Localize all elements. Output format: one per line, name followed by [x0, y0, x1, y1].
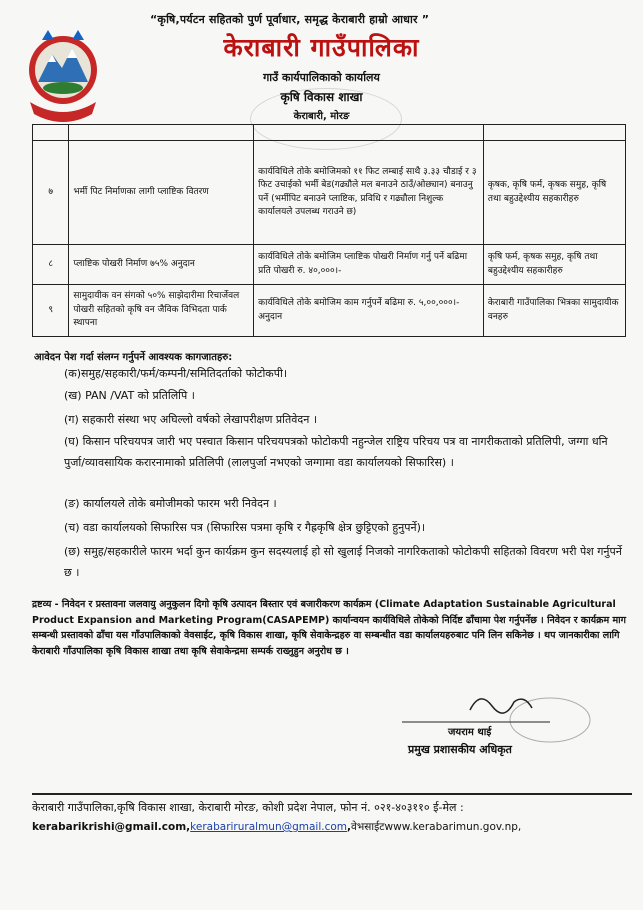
table-header-cell	[254, 125, 484, 141]
row-number: ७	[33, 141, 69, 245]
eligible-applicants: केराबारी गाउँपालिका भित्रका सामुदायीक वनहरु	[483, 285, 625, 337]
table-header-cell	[69, 125, 254, 141]
program-name: भर्मी पिट निर्माणका लागी प्लाष्टिक वितरण	[69, 141, 254, 245]
eligible-applicants: कृषक, कृषि फर्म, कृषक समुह, कृषि तथा बहुउद्देश्यीय सहकारीहरु	[483, 141, 625, 245]
office-name: गाउँ कार्यपालिकाको कार्यालय	[263, 71, 380, 84]
program-criteria: कार्यविधिले तोके बमोजिम प्लाष्टिक पोखरी निर्माण गर्नु पर्ने बढिमा प्रति पोखरी रु. ४०,०००।-	[254, 245, 484, 285]
program-table	[32, 124, 626, 337]
requirement-item: (ङ) कार्यालयले तोके बमोजीमको फारम भरी निवेदन ।	[64, 497, 277, 510]
requirement-item: (क)समुह/सहकारी/फर्म/कम्पनी/समितिदर्ताको फोटोकपी।	[64, 367, 288, 380]
email-link-ruralmun[interactable]: kerabariruralmun@gmail.com	[190, 821, 348, 833]
program-criteria: कार्यविधिले तोके बमोजिमको ११ फिट लम्बाई साथै ३.३३ चौडाई र ३ फिट उचाईको भर्मी बेड(गढ्यौले मल बनाउने ठाउँ/ओछ्यान) बनाउनु पर्ने (भर्मीपिट बनाउने प्लाष्टिक, प्रविधि र गढ्यौला निशुल्क कार्यालयले उपलब्ध गराउने छ)	[254, 141, 484, 245]
header-motto: “कृषि,पर्यटन सहितको पुर्ण पूर्वाधार, समृद्ध केराबारी हाम्रो आधार ”	[150, 13, 430, 26]
requirement-item: (च) वडा कार्यालयको सिफारिस पत्र (सिफारिस पत्रमा कृषि र गैह्रकृषि क्षेत्र छुट्टिएको हुनुपर्ने)।	[64, 521, 426, 534]
footer-divider	[32, 793, 632, 795]
signatory-name: जयराम थाई	[448, 727, 492, 738]
requirement-item: (ग) सहकारी संस्था भए अघिल्लो वर्षको लेखापरीक्षण प्रतिवेदन ।	[64, 413, 318, 426]
branch-name: कृषि विकास शाखा	[280, 90, 363, 104]
program-name: प्लाष्टिक पोखरी निर्माण ७५% अनुदान	[69, 245, 254, 285]
requirement-item: (ख) PAN /VAT को प्रतिलिपि ।	[64, 389, 195, 402]
table-row	[33, 245, 626, 285]
table-header-cell	[33, 125, 69, 141]
eligible-applicants: कृषि फर्म, कृषक समुह, कृषि तथा बहुउद्देश्यीय सहकारीहरु	[483, 245, 625, 285]
row-number: ९	[33, 285, 69, 337]
requirement-item: (घ) किसान परिचयपत्र जारी भए पस्चात किसान परिचयपत्रको फोटोकपी नहुन्जेल राष्ट्रिय परिचय पत्र वा नागरीकताको प्रतिलिपी, जग्गा धनि पुर्जा/व्यावसायिक करारनामाको प्रतिलिपी (लालपुर्जा नभएको जग्गामा वडा कार्यालयको सिफारिस) ।	[64, 435, 608, 469]
website-link[interactable]: वेभसाईटwww.kerabarimun.gov.np,	[351, 821, 522, 833]
note-paragraph: द्रष्टव्य - निवेदन र प्रस्तावना जलवायु अनुकुलन दिगो कृषि उत्पादन बिस्तार एवं बजारीकरण कार्यक्रम (Climate Adaptation Sustainable Agricultural Product Expansion and Marketing Program(CASAPEMP) कार्यान्वयन कार्यविधिले तोकेको निर्दिष्ट ढाँचामा पेश गर्नुपर्नेछ । निवेदन र कार्यक्रम माग सम्बन्धी प्रस्तावको ढाँचा यस गाँउपालिकाको वेवसाईट, कृषि विकास शाखा, कृषि सेवाकेन्द्रहरु वा सम्बन्धीत वडा कार्यालयहरुबाट पनि लिन सकिनेछ । थप जानकारीका लागि केराबारी गाँउपालिका कृषि विकास शाखा तथा कृषि सेवाकेन्द्रमा सम्पर्क राख्नुहुन अनुरोध छ ।	[32, 599, 626, 658]
program-name: सामुदायीक वन संगको ५०% साझेदारीमा रिचार्जेवल पोखरी सहितको कृषि वन जैविक विभिदता पार्क स्थापना	[69, 285, 254, 337]
row-number: ८	[33, 245, 69, 285]
footer-address: केराबारी गाउँपालिका,कृषि विकास शाखा, केराबारी मोरङ, कोशी प्रदेश नेपाल, फोन नं. ०२१-४०३११० ई-मेल :	[32, 801, 464, 814]
table-row	[33, 141, 626, 245]
requirements-heading: आवेदन पेश गर्दा संलग्न गर्नुपर्ने आवश्यक कागजातहरु:	[34, 352, 233, 363]
program-criteria: कार्यविधिले तोके बमोजिम काम गर्नुपर्ने बढिमा रु. ५,००,०००।- अनुदान	[254, 285, 484, 337]
location-line: केराबारी, मोरङ	[293, 111, 350, 122]
table-header-row	[33, 125, 626, 141]
footer-contacts: kerabarikrishi@gmail.com,kerabariruralmun@gmail.com,वेभसाईटwww.kerabarimun.gov.np,	[32, 821, 522, 833]
table-row	[33, 285, 626, 337]
requirement-item: (छ) समुह/सहकारीले फारम भर्दा कुन कार्यक्रम कुन सदस्यलाई हो सो खुलाई निजको नागरिकताको फोटोकपी सहितको विवरण भरी पेश गर्नुपर्ने छ ।	[64, 545, 622, 579]
table-header-cell	[483, 125, 625, 141]
municipality-title: केराबारी गाउँपालिका	[223, 33, 420, 62]
signatory-title: प्रमुख प्रशासकीय अधिकृत	[408, 743, 512, 756]
email-link-krishi[interactable]: kerabarikrishi@gmail.com	[32, 821, 187, 833]
